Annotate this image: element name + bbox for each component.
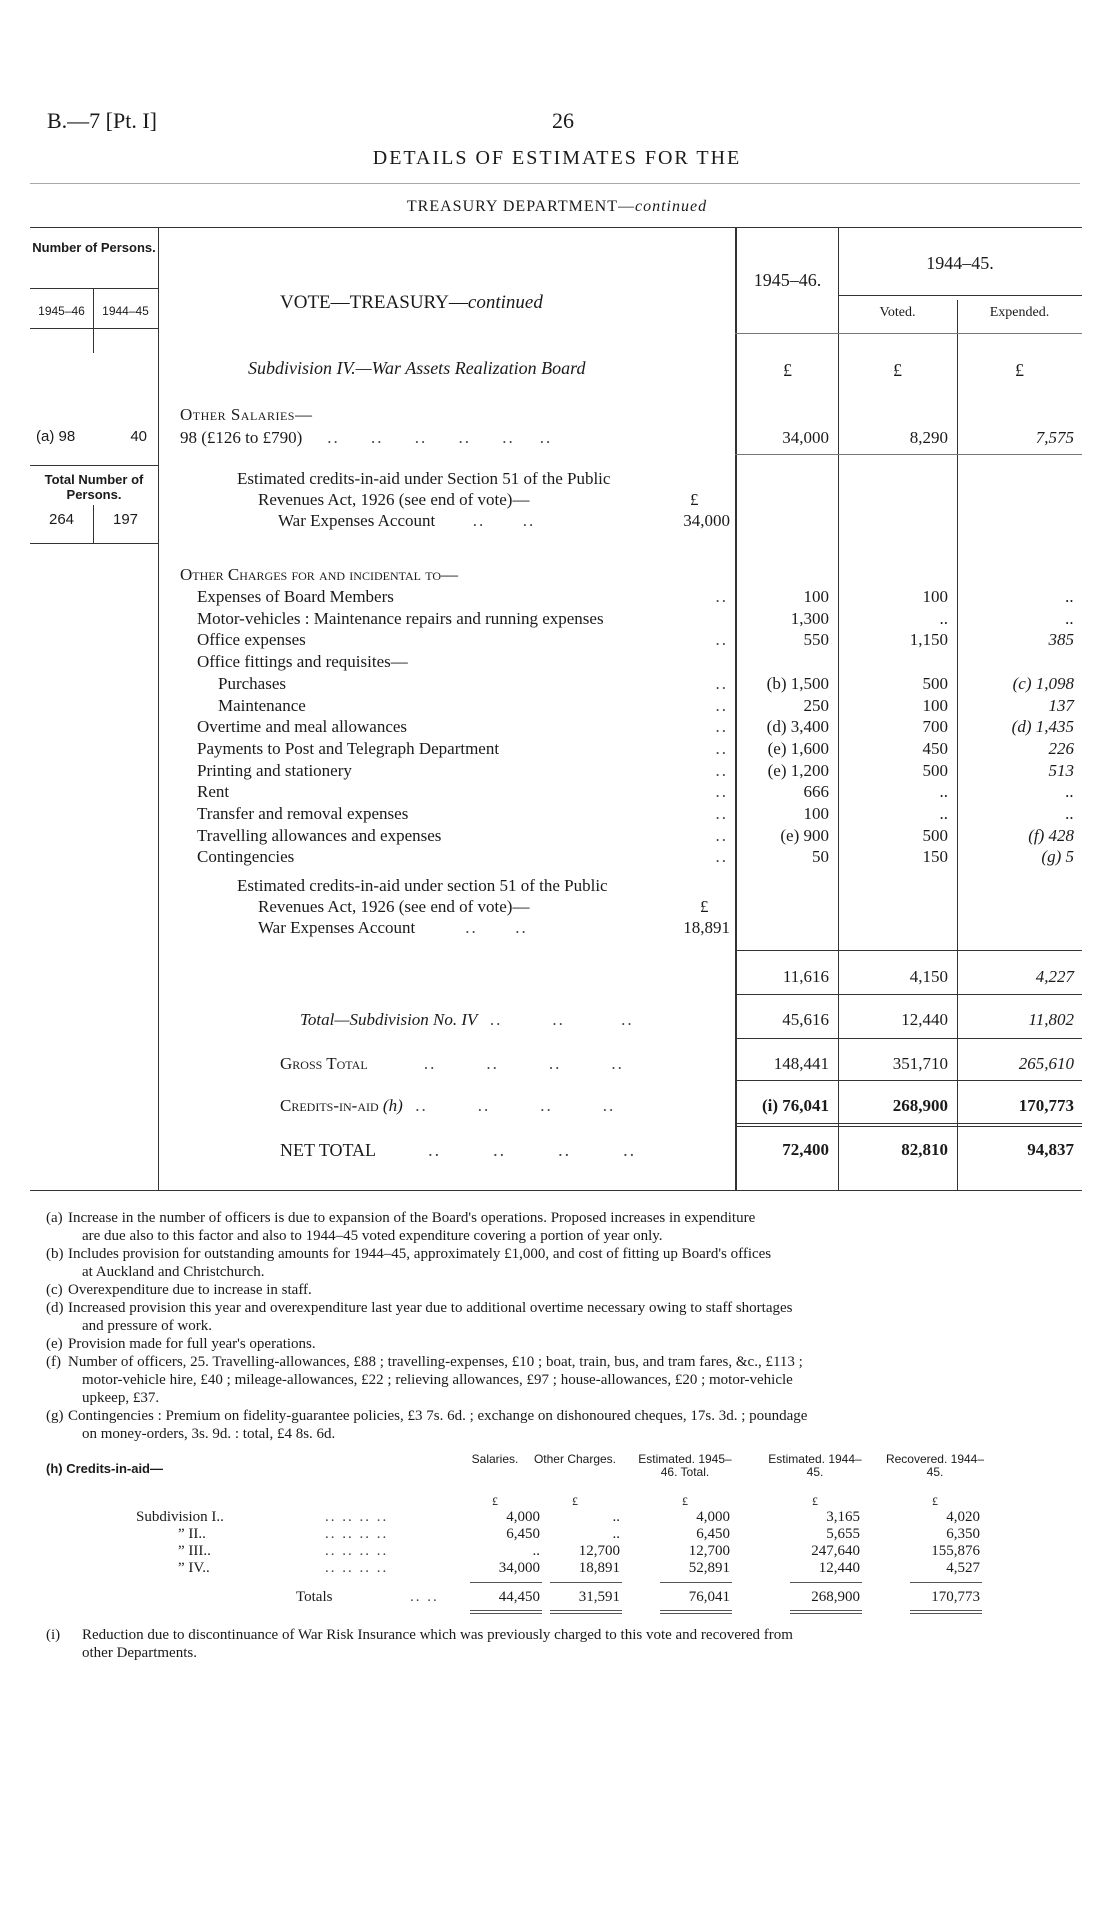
charge-voted: 500: [922, 760, 948, 780]
charge-label-text: Contingencies: [197, 847, 295, 867]
leader-dots: .. .. .. ..: [325, 1509, 389, 1525]
charge-estimate: (d) 3,400: [766, 717, 829, 737]
subdivision-total-label: Total—Subdivision No. IV .. .. ..: [300, 1010, 634, 1029]
credits-total-cell: 76,041: [688, 1589, 730, 1605]
charge-label-text: Transfer and removal expenses: [197, 804, 409, 823]
footnote-mark: (g): [46, 1408, 64, 1424]
persons-column-rule: [158, 227, 159, 1190]
voted-currency: £: [893, 360, 902, 380]
net-total-rule-2: [735, 1126, 1082, 1127]
charge-estimate: (e) 1,600: [767, 738, 829, 758]
leader-dots: ..: [715, 587, 728, 606]
leader-dots: ..: [715, 738, 728, 758]
expended-header: Expended.: [989, 305, 1050, 320]
credits-in-aid-label: Credits-in-aid (h) .. .. .. ..: [280, 1096, 616, 1115]
credits-cell: 4,000: [696, 1509, 730, 1525]
estimate-currency: £: [783, 360, 792, 380]
footnote-i-line1: Reduction due to discontinuance of War Risk Insurance which was previously charged to this vote and recovered from: [82, 1627, 793, 1643]
credits-sum-rule: [790, 1582, 862, 1583]
net-total-label: NET TOTAL .. .. .. ..: [280, 1140, 637, 1160]
subdivision-total-expended: 11,802: [1028, 1010, 1074, 1029]
charge-expended: (f) 428: [1028, 825, 1074, 845]
credits-column-currency: £: [682, 1494, 688, 1508]
persons-split-rule: [93, 288, 94, 353]
credits-cell: 4,000: [506, 1509, 540, 1525]
other-salaries-heading: Other Salaries—: [180, 405, 313, 424]
charges-total-estimate: 11,616: [782, 967, 829, 986]
salaries-estimate: 34,000: [782, 428, 829, 447]
page-reference: B.—7 [Pt. I]: [47, 108, 157, 133]
charge-label-text: Expenses of Board Members: [197, 587, 394, 606]
credits-sum-rule: [790, 1610, 862, 1611]
title-rule: [30, 183, 1080, 184]
total-persons-label: Total Number of Persons.: [44, 472, 144, 502]
credits-column-currency: £: [492, 1494, 498, 1508]
charge-voted: ..: [939, 804, 948, 823]
credits-total-cell: 31,591: [578, 1589, 620, 1605]
credits-column-header: Salaries.: [471, 1452, 519, 1466]
charge-expended: ..: [1065, 782, 1074, 802]
credits-in-aid-estimate: (i) 76,041: [761, 1096, 829, 1115]
credits-charges-pound: £: [700, 897, 709, 916]
subdivision-total-estimate: 45,616: [782, 1010, 829, 1029]
credits-cell: 12,440: [818, 1560, 860, 1576]
footnote-line: Includes provision for outstanding amounts for 1944–45, approximately £1,000, and cost of fitting up Board's offices: [68, 1246, 772, 1262]
footnote-line: Provision made for full year's operations.: [68, 1336, 316, 1352]
table-top-rule: [30, 227, 1082, 228]
footnote-line: motor-vehicle hire, £40 ; mileage-allowances, £22 ; relieving allowances, £97 ; house-allowances, £20 ; motor-vehicle: [82, 1372, 793, 1388]
charge-estimate: (e) 1,200: [767, 760, 829, 780]
leader-dots: .. .. .. ..: [325, 1560, 389, 1576]
charge-label-text: Purchases: [218, 673, 286, 693]
other-salaries-line: 98 (£126 to £790) .. .. .. .. .. ..: [180, 428, 553, 447]
credits-sum-rule: [550, 1610, 622, 1611]
charge-expended: ..: [1065, 608, 1074, 628]
charge-voted: 450: [922, 738, 948, 758]
footnote-mark: (e): [46, 1336, 63, 1352]
net-total-rule-1: [735, 1123, 1082, 1124]
credits-sum-rule: [470, 1613, 542, 1614]
credits-cell: 5,655: [826, 1526, 860, 1542]
credits-sum-rule: [660, 1582, 732, 1583]
page-subtitle: TREASURY DEPARTMENT—continued: [406, 198, 708, 215]
footnote-mark: (b): [46, 1246, 64, 1262]
prior-year-underline: [838, 295, 1082, 296]
credits-total-rule: [735, 1080, 1082, 1081]
credits-column-header: Estimated. 1945–46. Total.: [638, 1452, 732, 1479]
charges-total-rule: [735, 950, 1082, 951]
gross-total-expended: 265,610: [1018, 1054, 1074, 1073]
credits-cell: ..: [612, 1526, 620, 1542]
charge-label: [197, 609, 604, 629]
charge-label-text: Rent: [197, 782, 230, 802]
charge-expended: ..: [1065, 804, 1074, 823]
charge-label-text: Travelling allowances and expenses: [197, 825, 442, 845]
credits-in-aid-expended: 170,773: [1018, 1096, 1074, 1115]
persons-header-rule: [30, 288, 158, 289]
footnote-line: and pressure of work.: [82, 1318, 212, 1334]
net-total-estimate: 72,400: [782, 1140, 829, 1159]
footnote-line: Increased provision this year and overexpenditure last year due to additional overtime necessary owing to staff shortages: [68, 1300, 793, 1316]
charge-expended: (c) 1,098: [1012, 673, 1074, 693]
credits-sum-rule: [660, 1613, 732, 1614]
charge-voted: 150: [922, 847, 948, 867]
leader-dots: ..: [715, 630, 728, 650]
credits-sum-rule: [660, 1610, 732, 1611]
leader-dots: ..: [715, 847, 728, 867]
credits-charges-line2: Revenues Act, 1926 (see end of vote)—: [258, 897, 530, 916]
footnote-i-line2: other Departments.: [82, 1645, 197, 1661]
credits-column-header: Recovered. 1944–45.: [885, 1452, 985, 1479]
charge-label-text: Printing and stationery: [197, 760, 352, 780]
charge-voted: ..: [939, 608, 948, 628]
footnote-line: at Auckland and Christchurch.: [82, 1264, 265, 1280]
vote-heading: VOTE—TREASURY—continued: [280, 292, 543, 313]
estimate-year-header: 1945–46.: [753, 270, 822, 290]
other-charges-heading: Other Charges for and incidental to—: [180, 565, 459, 584]
charge-label-text: Motor-vehicles : Maintenance repairs and running expenses: [197, 608, 604, 628]
charges-total-voted: 4,150: [909, 967, 948, 986]
page-number: 26: [552, 108, 574, 133]
total-persons-1944: 197: [112, 511, 139, 528]
charge-voted: 1,150: [909, 630, 948, 650]
head-bottom-rule: [735, 333, 1082, 334]
charge-label-text: Payments to Post and Telegraph Department: [197, 738, 500, 758]
prior-year-header: 1944–45.: [926, 253, 994, 273]
charge-label-text: Office expenses: [197, 630, 306, 650]
charges-total-expended: 4,227: [1035, 967, 1074, 986]
charge-voted: 700: [922, 717, 948, 737]
credits-cell: ..: [612, 1509, 620, 1525]
salaries-rule: [735, 454, 1082, 455]
subdivision-total-voted: 12,440: [901, 1010, 948, 1029]
credits-salaries-line2: Revenues Act, 1926 (see end of vote)—: [258, 490, 530, 509]
salaries-expended: 7,575: [1035, 428, 1074, 447]
charge-estimate: 1,300: [790, 608, 829, 628]
credits-sum-rule: [910, 1582, 982, 1583]
leader-dots: ..: [715, 825, 728, 845]
credits-total-cell: 268,900: [811, 1589, 860, 1605]
credits-cell: 12,700: [688, 1543, 730, 1559]
footnote-mark: (a): [46, 1210, 63, 1226]
credits-cell: 247,640: [811, 1543, 860, 1559]
credits-sum-rule: [910, 1610, 982, 1611]
credits-total-cell: 170,773: [931, 1589, 980, 1605]
footnote-line: upkeep, £37.: [82, 1390, 160, 1406]
expended-currency: £: [1015, 360, 1024, 380]
gross-total-voted: 351,710: [892, 1054, 948, 1073]
gross-total-label: Gross Total .. .. .. ..: [280, 1054, 624, 1073]
charge-expended: (d) 1,435: [1011, 717, 1074, 737]
charge-estimate: 250: [803, 695, 829, 715]
gross-total-rule: [735, 1038, 1082, 1039]
credits-cell: 6,450: [506, 1526, 540, 1542]
charge-voted: 100: [922, 695, 948, 715]
credits-column-header: Other Charges.: [533, 1452, 617, 1466]
leader-dots: ..: [715, 717, 728, 737]
col-1945-46-header: 1945–46: [38, 304, 85, 318]
charge-estimate: 550: [803, 630, 829, 650]
credits-salaries-account: War Expenses Account .. ..: [278, 511, 536, 530]
persons-1944-value: 40: [130, 428, 147, 445]
credits-total-cell: 44,450: [498, 1589, 540, 1605]
charge-estimate: (b) 1,500: [766, 673, 829, 693]
leader-dots: ..: [715, 760, 728, 780]
subdivision-total-rule: [735, 994, 1082, 995]
leader-dots: ..: [715, 782, 728, 802]
page-title: DETAILS OF ESTIMATES FOR THE: [372, 147, 742, 169]
charge-label-text: Maintenance: [218, 695, 306, 715]
total-persons-1945: 264: [48, 511, 75, 528]
col-1944-45-header: 1944–45: [102, 304, 149, 318]
charge-estimate: 100: [803, 587, 829, 606]
charge-voted: 100: [922, 587, 948, 606]
footnote-line: Overexpenditure due to increase in staff.: [68, 1282, 312, 1298]
credits-sum-rule: [790, 1613, 862, 1614]
voted-header: Voted.: [879, 305, 916, 320]
credits-sum-rule: [550, 1613, 622, 1614]
credits-totals-label: Totals: [296, 1589, 333, 1605]
net-total-expended: 94,837: [1027, 1140, 1074, 1159]
charge-label: [197, 652, 408, 672]
credits-column-currency: £: [572, 1494, 578, 1508]
charge-expended: 226: [1048, 738, 1074, 758]
credits-cell: 18,891: [578, 1560, 620, 1576]
total-persons-rule: [30, 465, 158, 466]
credits-column-currency: £: [932, 1494, 938, 1508]
credits-in-aid-voted: 268,900: [892, 1096, 948, 1115]
salaries-voted: 8,290: [909, 428, 948, 447]
credits-table-title: (h) Credits-in-aid—: [46, 1461, 163, 1476]
leader-dots: ..: [715, 673, 728, 693]
credits-salaries-pound: £: [690, 490, 699, 509]
net-total-voted: 82,810: [901, 1140, 948, 1159]
credits-sum-rule: [550, 1582, 622, 1583]
credits-charges-account: War Expenses Account .. ..: [258, 918, 528, 937]
credits-row-label: ” IV..: [178, 1560, 210, 1576]
credits-cell: 4,527: [946, 1560, 980, 1576]
charge-estimate: 50: [812, 847, 829, 867]
footnote-line: Contingencies : Premium on fidelity-guarantee policies, £3 7s. 6d. ; exchange on dishonoured cheques, 17s. 3d. ; poundage: [68, 1408, 808, 1424]
credits-row-label: Subdivision I..: [136, 1509, 224, 1525]
charge-expended: 513: [1048, 760, 1074, 780]
footnote-line: Number of officers, 25. Travelling-allowances, £88 ; travelling-expenses, £10 ; boat, train, bus, and tram fares, &c., £113 ;: [68, 1354, 803, 1370]
leader-dots: .. .. .. ..: [325, 1543, 389, 1559]
credits-cell: 6,450: [696, 1526, 730, 1542]
persons-1945-value: (a) 98: [36, 428, 76, 445]
credits-charges-amount: 18,891: [683, 918, 730, 937]
credits-row-label: ” II..: [178, 1526, 206, 1542]
charge-voted: ..: [939, 782, 948, 802]
leader-dots: ..: [715, 695, 728, 715]
charge-voted: 500: [922, 825, 948, 845]
charge-expended: (g) 5: [1041, 847, 1074, 867]
total-persons-bottom-rule: [30, 543, 158, 544]
credits-cell: 52,891: [688, 1560, 730, 1576]
credits-column-header: Estimated. 1944–45.: [768, 1452, 862, 1479]
footnote-line: are due also to this factor and also to 1944–45 voted expenditure covering a portion of year only.: [82, 1228, 663, 1244]
charge-label-text: Office fittings and requisites—: [197, 652, 408, 672]
credits-cell: 6,350: [946, 1526, 980, 1542]
leader-dots: .. ..: [410, 1589, 439, 1605]
charge-voted: 500: [922, 673, 948, 693]
leader-dots: .. .. .. ..: [325, 1526, 389, 1542]
credits-cell: 3,165: [826, 1509, 860, 1525]
credits-sum-rule: [470, 1582, 542, 1583]
credits-row-label: ” III..: [178, 1543, 211, 1559]
charge-estimate: 100: [803, 804, 829, 823]
credits-cell: 34,000: [498, 1560, 540, 1576]
charge-expended: ..: [1065, 587, 1074, 606]
credits-cell: 155,876: [931, 1543, 980, 1559]
credits-salaries-line1: Estimated credits-in-aid under Section 51 of the Public: [237, 469, 611, 488]
credits-cell: 4,020: [946, 1509, 980, 1525]
credits-salaries-amount: 34,000: [683, 511, 730, 530]
charge-label-text: Overtime and meal allowances: [197, 717, 408, 737]
credits-cell: ..: [532, 1543, 540, 1559]
charge-estimate: (e) 900: [780, 825, 829, 845]
subdivision-title: Subdivision IV.—War Assets Realization Board: [248, 358, 586, 378]
credits-sum-rule: [910, 1613, 982, 1614]
gross-total-estimate: 148,441: [773, 1054, 829, 1073]
charge-estimate: 666: [803, 782, 829, 802]
footnote-line: Increase in the number of officers is due to expansion of the Board's operations. Proposed increases in expenditure: [68, 1210, 756, 1226]
credits-cell: 12,700: [578, 1543, 620, 1559]
credits-sum-rule: [470, 1610, 542, 1611]
number-of-persons-header: Number of Persons.: [32, 240, 156, 255]
footnote-i-mark: (i): [46, 1627, 61, 1643]
footnote-mark: (c): [46, 1282, 63, 1298]
table-bottom-rule: [30, 1190, 1082, 1191]
leader-dots: ..: [715, 804, 728, 823]
footnote-line: on money-orders, 3s. 9d. : total, £4 8s. 6d.: [82, 1426, 336, 1442]
footnote-mark: (d): [46, 1300, 64, 1316]
persons-header-bottom-rule: [30, 328, 158, 329]
footnote-mark: (f): [46, 1354, 61, 1370]
credits-charges-line1: Estimated credits-in-aid under section 51 of the Public: [237, 876, 608, 895]
credits-column-currency: £: [812, 1494, 818, 1508]
charge-expended: 385: [1048, 630, 1074, 650]
charge-expended: 137: [1048, 695, 1074, 715]
